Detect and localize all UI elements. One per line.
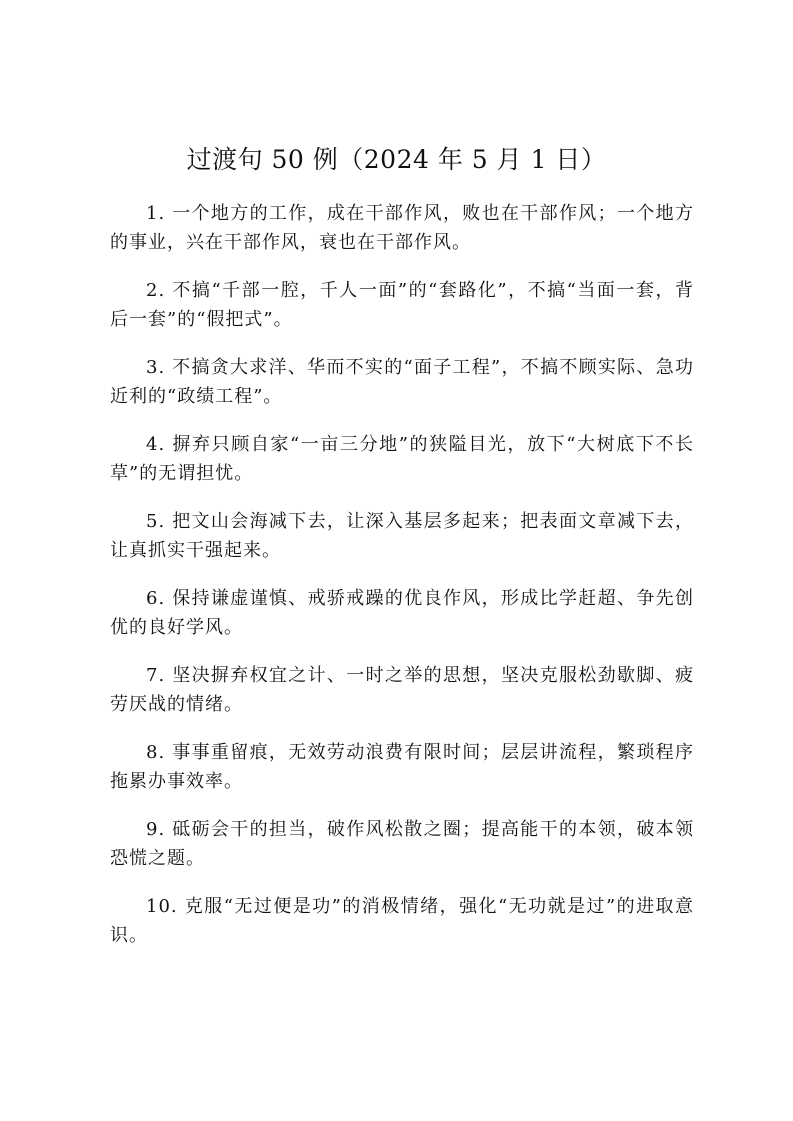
list-item: 3. 不搞贪大求洋、华而不实的“面子工程”，不搞不顾实际、急功近利的“政绩工程”。 xyxy=(110,357,694,407)
page-title: 过渡句 50 例（2024 年 5 月 1 日） xyxy=(186,145,607,174)
list-item: 9. 砥砺会干的担当，破作风松散之圈；提高能干的本领，破本领恐慌之题。 xyxy=(110,819,694,869)
list-item: 7. 坚决摒弃权宜之计、一时之举的思想，坚决克服松劲歇脚、疲劳厌战的情绪。 xyxy=(110,665,694,715)
list-item: 1. 一个地方的工作，成在干部作风，败也在干部作风；一个地方的事业，兴在干部作风，衰也在干部作风。 xyxy=(110,203,694,253)
list-item: 5. 把文山会海减下去，让深入基层多起来；把表面文章减下去，让真抓实干强起来。 xyxy=(110,511,694,561)
list-item: 2. 不搞“千部一腔，千人一面”的“套路化”，不搞“当面一套，背后一套”的“假把式”。 xyxy=(110,280,694,330)
list-item: 10. 克服“无过便是功”的消极情绪，强化“无功就是过”的进取意识。 xyxy=(110,896,694,946)
list-item: 6. 保持谦虚谨慎、戒骄戒躁的优良作风，形成比学赶超、争先创优的良好学风。 xyxy=(110,588,694,638)
item-list xyxy=(110,199,694,969)
list-item: 4. 摒弃只顾自家“一亩三分地”的狭隘目光，放下“大树底下不长草”的无谓担忧。 xyxy=(110,434,694,484)
list-item: 8. 事事重留痕，无效劳动浪费有限时间；层层讲流程，繁琐程序拖累办事效率。 xyxy=(110,742,694,792)
